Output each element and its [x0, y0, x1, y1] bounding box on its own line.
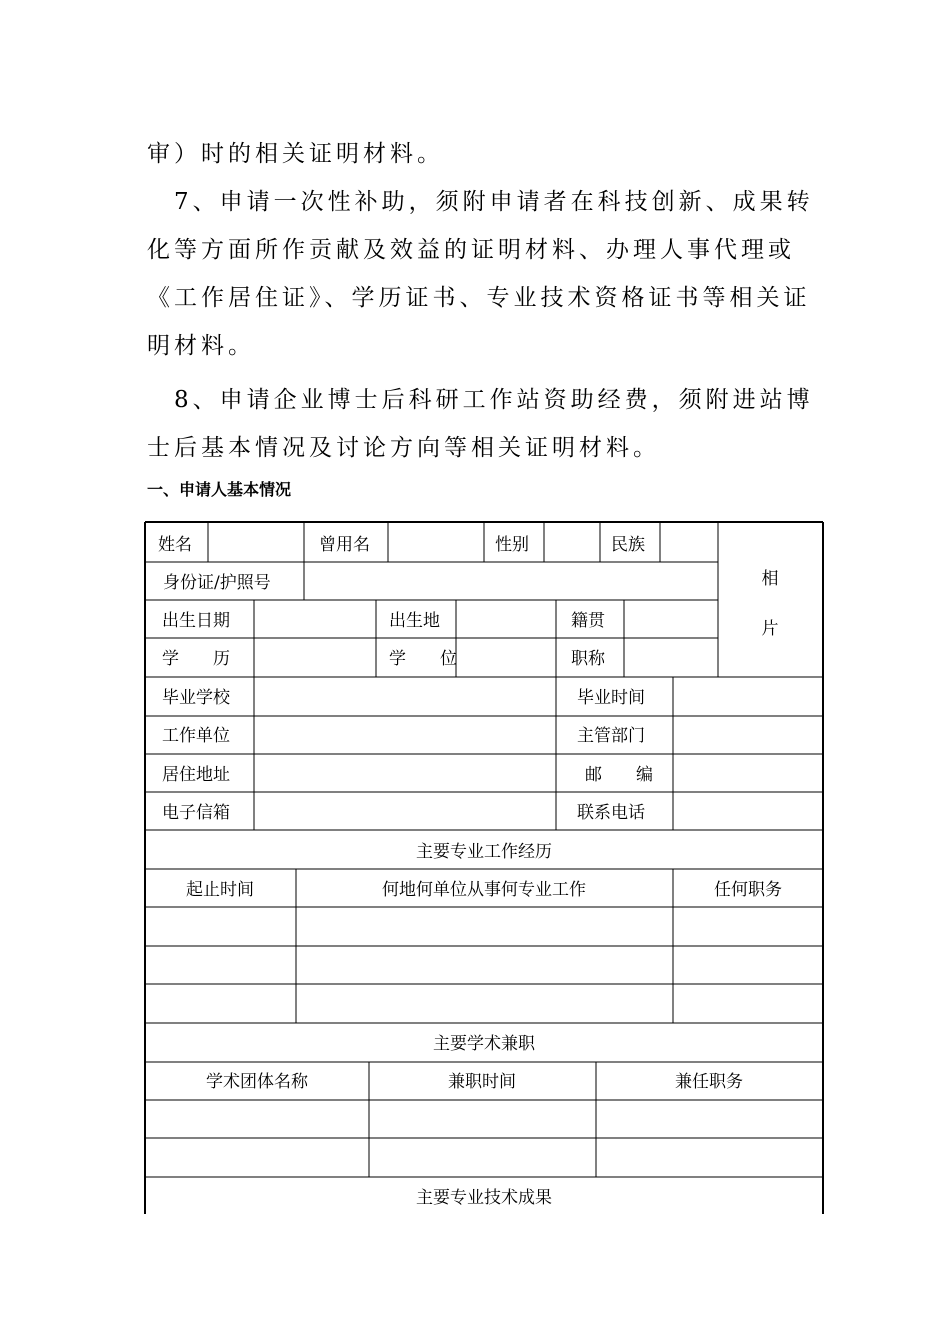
- table-grid: [145, 522, 823, 1214]
- label-email: 电子信箱: [162, 803, 230, 823]
- text-line: 化等方面所作贡献及效益的证明材料、办理人事代理或: [147, 237, 795, 263]
- label-dept: 主管部门: [577, 726, 645, 746]
- label-birth-date: 出生日期: [162, 611, 230, 631]
- text-line: 审）时的相关证明材料。: [147, 141, 444, 167]
- work-col-work: 何地何单位从事何专业工作: [382, 880, 586, 900]
- label-phone: 联系电话: [577, 803, 645, 823]
- label-photo-1: 相: [761, 569, 779, 589]
- label-name: 姓名: [158, 535, 192, 555]
- work-col-position: 任何职务: [714, 880, 782, 900]
- text-line: 《工作居住证》、学历证书、专业技术资格证书等相关证: [147, 285, 811, 311]
- label-grad-time: 毕业时间: [577, 688, 645, 708]
- label-photo-2: 片: [761, 619, 779, 639]
- label-gender: 性别: [495, 535, 529, 555]
- work-col-period: 起止时间: [186, 880, 254, 900]
- label-birth-place: 出生地: [389, 611, 440, 631]
- label-ethnicity: 民族: [611, 535, 645, 555]
- academic-col-position: 兼任职务: [675, 1072, 743, 1092]
- text-line: 8、申请企业博士后科研工作站资助经费，须附进站博: [147, 387, 814, 413]
- text-line: 明材料。: [147, 333, 255, 359]
- label-id-number: 身份证/护照号: [163, 573, 271, 593]
- label-postcode: 邮 编: [585, 765, 653, 785]
- label-employer: 工作单位: [162, 726, 230, 746]
- academic-section-header: 主要学术兼职: [433, 1034, 535, 1054]
- label-degree: 学 位: [389, 649, 457, 669]
- label-former-name: 曾用名: [319, 535, 370, 555]
- work-section-header: 主要专业工作经历: [416, 842, 552, 862]
- label-education: 学 历: [162, 649, 230, 669]
- section-title: 一、申请人基本情况: [147, 480, 292, 499]
- label-native-place: 籍贯: [571, 611, 605, 631]
- academic-col-org: 学术团体名称: [206, 1072, 308, 1092]
- text-line: 士后基本情况及讨论方向等相关证明材料。: [147, 435, 660, 461]
- text-line: 7、申请一次性补助，须附申请者在科技创新、成果转: [147, 189, 814, 215]
- label-title: 职称: [571, 649, 605, 669]
- label-address: 居住地址: [162, 765, 230, 785]
- label-school: 毕业学校: [162, 688, 230, 708]
- achievements-section-header: 主要专业技术成果: [416, 1188, 552, 1208]
- academic-col-time: 兼职时间: [448, 1072, 516, 1092]
